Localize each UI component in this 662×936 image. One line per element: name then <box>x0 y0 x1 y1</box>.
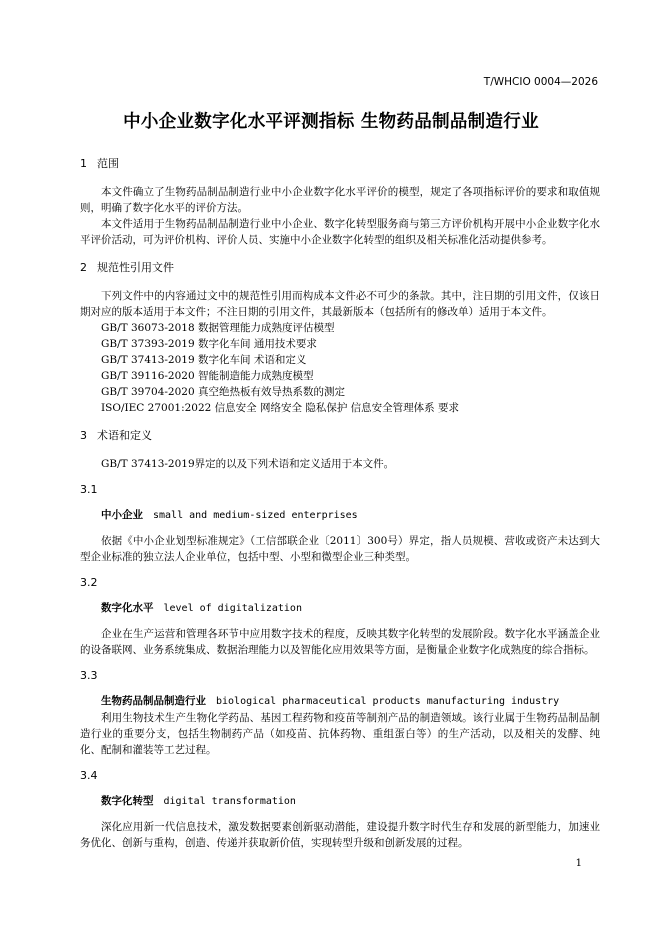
term-english: digital transformation <box>163 796 296 807</box>
term-chinese: 数字化水平 <box>101 602 154 614</box>
reference-item: GB/T 39116-2020 智能制造能力成熟度模型 <box>101 370 314 382</box>
term-entry <box>80 693 600 710</box>
reference-item: GB/T 39704-2020 真空绝热板有效导热系数的测定 <box>101 386 345 398</box>
page-number: 1 <box>575 858 582 869</box>
term-english: small and medium-sized enterprises <box>153 510 358 521</box>
reference-list <box>80 320 600 416</box>
document-body <box>80 156 600 851</box>
term-definition: 深化应用新一代信息技术，激发数据要素创新驱动潜能，建设提升数字时代生存和发展的新型能力，加速业务优化、创新与重构，创造、传递并获取新价值，实现转型升级和创新发展的过程。 <box>80 821 600 849</box>
reference-item: GB/T 37393-2019 数字化车间 通用技术要求 <box>101 338 317 350</box>
document-title: 中小企业数字化水平评测指标 生物药品制品制造行业 <box>123 112 539 132</box>
term-number: 3.4 <box>80 769 98 782</box>
reference-item: GB/T 37413-2019 数字化车间 术语和定义 <box>101 354 307 366</box>
scope-paragraph-2: 本文件适用于生物药品制品制造行业中小企业、数字化转型服务商与第三方评价机构开展中小企业数字化水平评价活动，可为评价机构、评价人员、实施中小企业数字化转型的组织及相关标准化活动提供参考。 <box>80 218 600 246</box>
section-heading-terms <box>80 428 600 444</box>
standard-code: T/WHCIO 0004—2026 <box>483 76 598 88</box>
term-definition: 企业在生产运营和管理各环节中应用数字技术的程度，反映其数字化转型的发展阶段。数字化水平涵盖企业的设备联网、业务系统集成、数据治理能力以及智能化应用效果等方面，是衡量企业数字化成熟度的综合指标。 <box>80 628 600 656</box>
term-definition: 利用生物技术生产生物化学药品、基因工程药物和疫苗等制剂产品的制造领域。该行业属于生物药品制品制造行业的重要分支，包括生物制药产品（如疫苗、抗体药物、重组蛋白等）的生产活动，以及相关的发酵、纯化、配制和灌装等工艺过程。 <box>80 712 600 756</box>
section-number: 1 <box>80 157 87 170</box>
term-chinese: 数字化转型 <box>101 795 154 807</box>
section-heading-normative-references <box>80 260 600 276</box>
term-entry <box>80 793 600 810</box>
term-english: level of digitalization <box>163 603 302 614</box>
term-entry <box>80 507 600 524</box>
term-number: 3.2 <box>80 576 98 589</box>
term-english: biological pharmaceutical products manufacturing industry <box>216 696 560 707</box>
term-chinese: 中小企业 <box>101 509 143 521</box>
section-heading-scope <box>80 156 600 172</box>
term-definition: 依据《中小企业划型标准规定》（工信部联企业〔2011〕300号）界定，指人员规模、营收或资产未达到大型企业标准的独立法人企业单位，包括中型、小型和微型企业三种类型。 <box>80 535 600 563</box>
section-number: 2 <box>80 261 87 274</box>
scope-paragraph-1: 本文件确立了生物药品制品制造行业中小企业数字化水平评价的模型，规定了各项指标评价的要求和取值规则，明确了数字化水平的评价方法。 <box>80 186 600 214</box>
section-title: 规范性引用文件 <box>97 261 174 274</box>
normative-intro: 下列文件中的内容通过文中的规范性引用而构成本文件必不可少的条款。其中，注日期的引用文件，仅该日期对应的版本适用于本文件；不注日期的引用文件，其最新版本（包括所有的修改单）适用于本文件。 <box>80 290 600 318</box>
reference-item: ISO/IEC 27001:2022 信息安全 网络安全 隐私保护 信息安全管理体系 要求 <box>101 402 460 414</box>
term-number: 3.3 <box>80 669 98 682</box>
section-title: 术语和定义 <box>97 429 152 442</box>
section-number: 3 <box>80 429 87 442</box>
reference-item: GB/T 36073-2018 数据管理能力成熟度评估模型 <box>101 322 335 334</box>
term-number: 3.1 <box>80 483 98 496</box>
term-chinese: 生物药品制品制造行业 <box>101 695 206 707</box>
terms-intro: GB/T 37413-2019界定的以及下列术语和定义适用于本文件。 <box>101 458 395 470</box>
section-title: 范围 <box>97 157 119 170</box>
term-entry <box>80 600 600 617</box>
